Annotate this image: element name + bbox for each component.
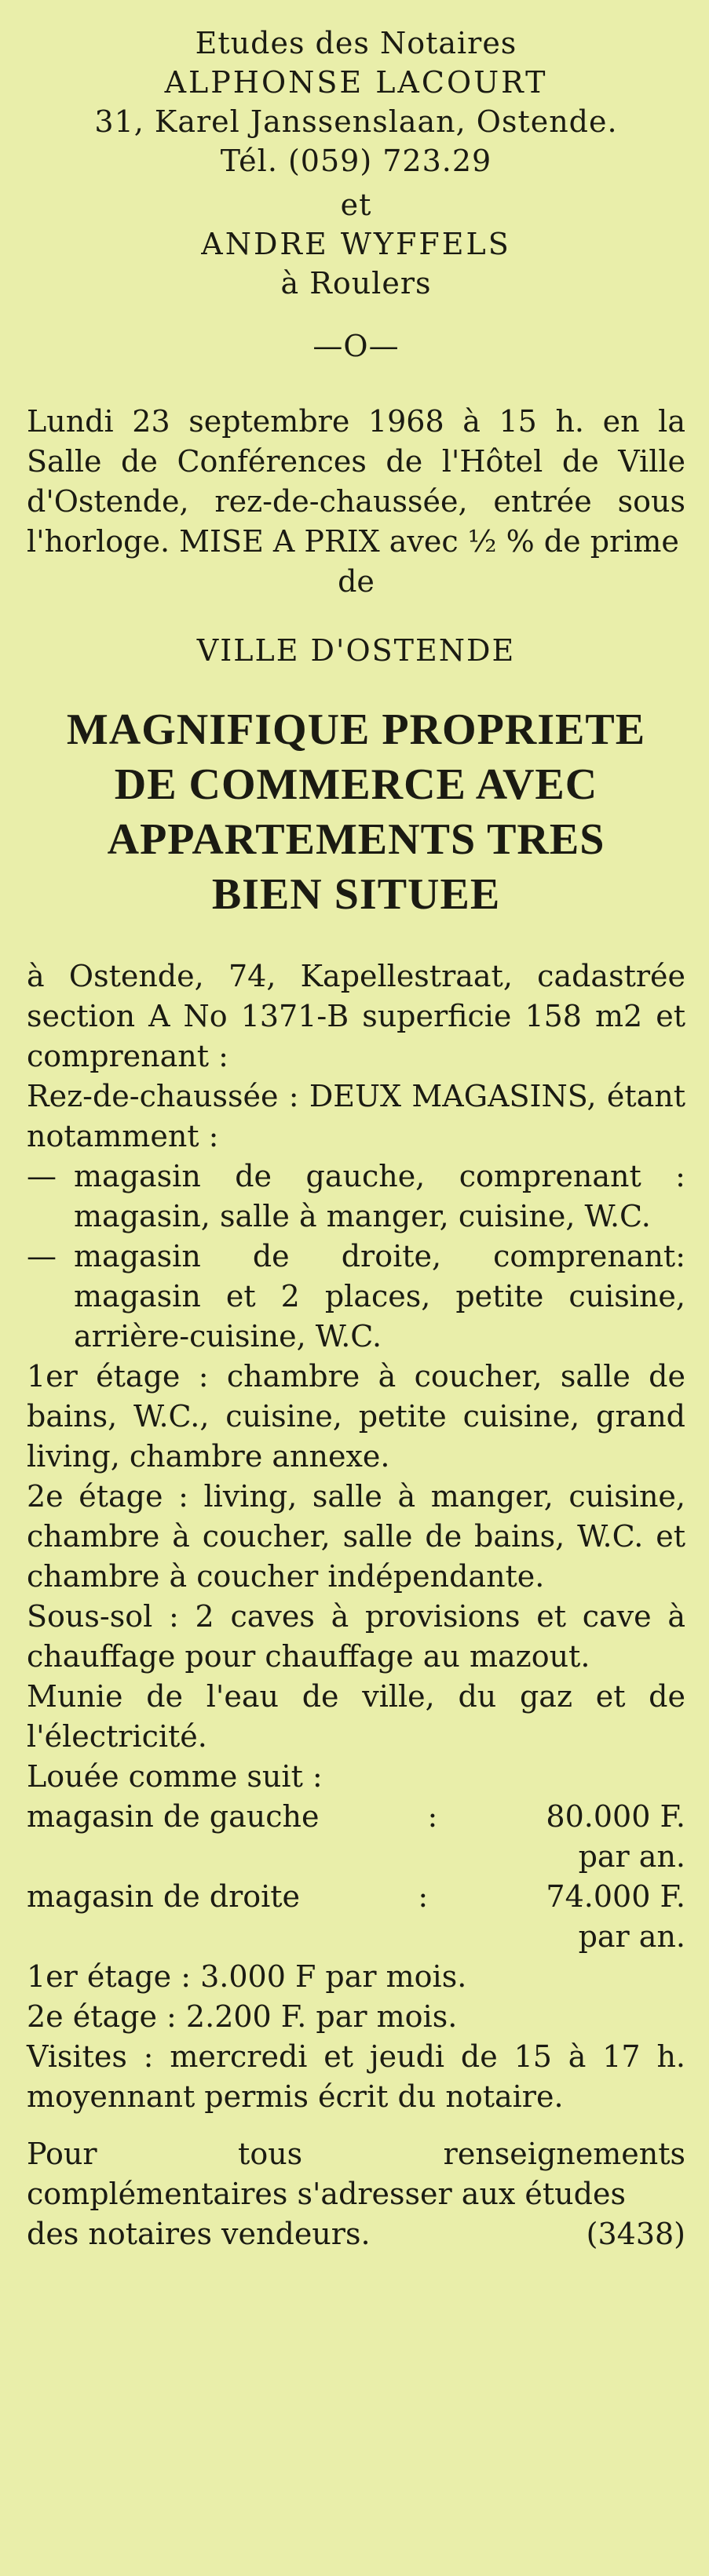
ground-floor-summary: Rez-de-chaussée : DEUX MAGASINS, étant notamment : — [27, 1079, 685, 1153]
notary-name-lacourt: ALPHONSE LACOURT — [164, 65, 548, 100]
auction-intro — [27, 402, 685, 602]
shop-right-text: magasin de droite, comprenant: magasin et 2 places, petite cuisine, arrière-cuisine, W.C. — [74, 1239, 685, 1354]
rent-amount: 80.000 F. — [546, 1799, 685, 1834]
dash-mark: — — [27, 1239, 57, 1273]
auction-intro-de: de — [338, 564, 375, 599]
rent-row-right-shop — [27, 1877, 685, 1917]
visit-hours: Visites : mercredi et jeudi de 15 à 17 h. moyennant permis écrit du notaire. — [27, 2039, 685, 2114]
rental-intro: Louée comme suit : — [27, 1759, 323, 1794]
second-floor-rent: 2e étage : 2.200 F. par mois. — [27, 1999, 458, 2034]
notice-footer — [27, 2134, 685, 2254]
rent-period: par an. — [578, 1919, 685, 1954]
rent-colon: : — [418, 1879, 429, 1914]
property-headline — [27, 702, 685, 922]
rent-colon: : — [427, 1799, 438, 1834]
headline-line-3: APPARTEMENTS TRES — [107, 815, 605, 864]
headline-line-1: MAGNIFIQUE PROPRIETE — [66, 705, 646, 754]
ad-reference: (3438) — [586, 2217, 685, 2251]
property-description — [27, 956, 685, 2254]
rent-label: magasin de droite — [27, 1879, 301, 1914]
shop-right-item — [27, 1237, 685, 1357]
notary-header — [27, 0, 685, 366]
rent-label: magasin de gauche — [27, 1799, 320, 1834]
rent-amount: 74.000 F. — [546, 1879, 685, 1914]
headline-line-2: DE COMMERCE AVEC — [114, 760, 598, 809]
headline-line-4: BIEN SITUEE — [211, 870, 501, 919]
header-conjunction: et — [340, 188, 372, 222]
property-location: à Ostende, 74, Kapellestraat, cadastrée section A No 1371-B superficie 158 m2 et comprenant : — [27, 959, 685, 1073]
shop-left-text: magasin de gauche, comprenant : magasin, salle à manger, cuisine, W.C. — [74, 1159, 685, 1233]
notary-address: 31, Karel Janssenslaan, Ostende. — [94, 104, 618, 139]
footer-last-text: des notaires vendeurs. — [27, 2217, 371, 2251]
notary-name-wyffels: ANDRE WYFFELS — [201, 227, 511, 261]
footer-text: Pour tous renseignements complémentaires s'adresser aux études — [27, 2137, 685, 2211]
shop-left-item — [27, 1157, 685, 1237]
basement: Sous-sol : 2 caves à provisions et cave à chauffage pour chauffage au mazout. — [27, 1599, 685, 1674]
rent-row-left-shop — [27, 1797, 685, 1837]
second-floor: 2e étage : living, salle à manger, cuisine, chambre à coucher, salle de bains, W.C. et chambre à coucher indépendante. — [27, 1479, 685, 1594]
auction-intro-text: Lundi 23 septembre 1968 à 15 h. en la Salle de Conférences de l'Hôtel de Ville d'Ostende, rez-de-chaussée, entrée sous l'horloge. MISE A PRIX avec ½ % de prime — [27, 404, 685, 559]
notary-phone: Tél. (059) 723.29 — [220, 144, 492, 178]
notary-city: à Roulers — [280, 266, 432, 301]
rent-period: par an. — [578, 1839, 685, 1874]
dash-mark: — — [27, 1159, 57, 1193]
footer-last-line — [27, 2214, 685, 2254]
utilities: Munie de l'eau de ville, du gaz et de l'électricité. — [27, 1679, 685, 1754]
seller-city: VILLE D'OSTENDE — [196, 633, 516, 668]
first-floor: 1er étage : chambre à coucher, salle de bains, W.C., cuisine, petite cuisine, grand living, chambre annexe. — [27, 1359, 685, 1474]
header-line-studies: Etudes des Notaires — [195, 26, 517, 60]
header-separator: —O— — [312, 329, 400, 363]
first-floor-rent: 1er étage : 3.000 F par mois. — [27, 1959, 467, 1994]
